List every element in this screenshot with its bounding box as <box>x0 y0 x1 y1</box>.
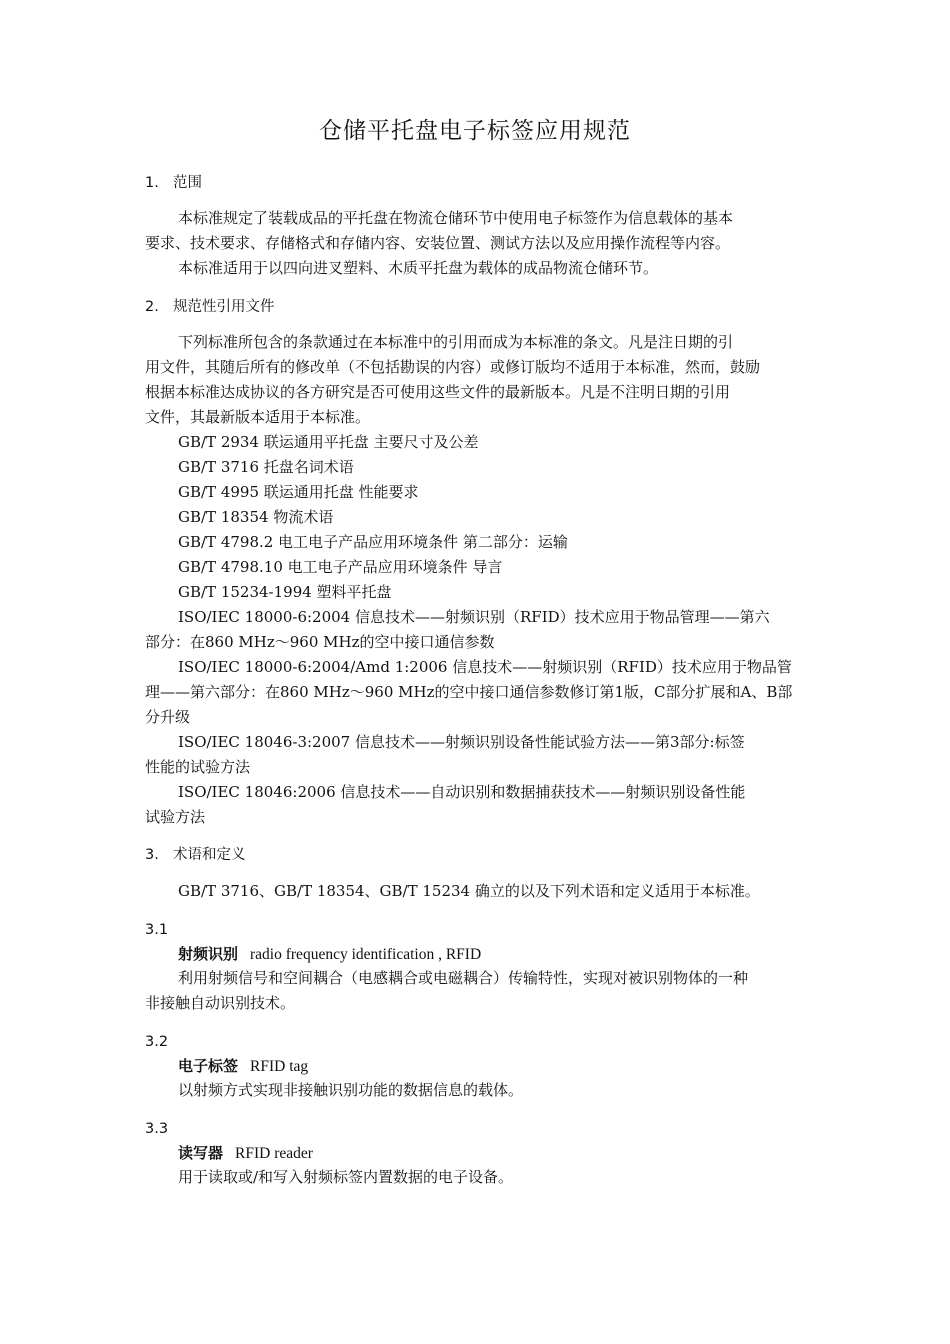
reference-item-cont: 分升级 <box>145 708 191 726</box>
paragraph-line: 要求、技术要求、存储格式和存储内容、安装位置、测试方法以及应用操作流程等内容。 <box>145 234 731 252</box>
reference-item-cont: 性能的试验方法 <box>145 758 251 776</box>
reference-item: ISO/IEC 18000-6:2004 信息技术——射频识别（RFID）技术应用于物品管理——第六 <box>178 608 770 626</box>
section-number: 3. <box>145 847 159 863</box>
reference-item: GB/T 2934 联运通用平托盘 主要尺寸及公差 <box>178 433 479 451</box>
term-definition: 以射频方式实现非接触识别功能的数据信息的载体。 <box>178 1081 524 1099</box>
document-title: 仓储平托盘电子标签应用规范 <box>319 118 631 144</box>
term-definition: 用于读取或/和写入射频标签内置数据的电子设备。 <box>178 1168 514 1186</box>
section-title: 规范性引用文件 <box>173 299 275 315</box>
paragraph-line: 用文件，其随后所有的修改单（不包括勘误的内容）或修订版均不适用于本标准，然而，鼓励 <box>145 358 761 376</box>
term-en: radio frequency identification , RFID <box>250 946 482 963</box>
term-heading <box>178 944 481 965</box>
term-cn: 读写器 <box>178 1144 224 1162</box>
section-number: 1. <box>145 175 159 191</box>
reference-item: GB/T 4995 联运通用托盘 性能要求 <box>178 483 419 501</box>
term-cn: 射频识别 <box>178 945 239 963</box>
section-3-heading <box>145 845 246 865</box>
paragraph-line: GB/T 3716、GB/T 18354、GB/T 15234 确立的以及下列术语和定义适用于本标准。 <box>178 882 760 900</box>
term-number: 3.2 <box>145 1034 169 1050</box>
term-en: RFID tag <box>250 1058 309 1075</box>
reference-item-cont: 试验方法 <box>145 808 206 826</box>
section-1-heading <box>145 173 202 193</box>
section-2-heading <box>145 297 275 317</box>
section-title: 术语和定义 <box>173 847 246 863</box>
reference-item: ISO/IEC 18046-3:2007 信息技术——射频识别设备性能试验方法——第3部分:标签 <box>178 733 745 751</box>
term-heading <box>178 1143 313 1164</box>
term-definition: 利用射频信号和空间耦合（电感耦合或电磁耦合）传输特性，实现对被识别物体的一种 <box>178 969 749 987</box>
term-heading <box>178 1056 308 1077</box>
reference-item: ISO/IEC 18000-6:2004/Amd 1:2006 信息技术——射频识别（RFID）技术应用于物品管 <box>178 658 792 676</box>
paragraph-line: 下列标准所包含的条款通过在本标准中的引用而成为本标准的条文。凡是注日期的引 <box>178 333 734 351</box>
term-en: RFID reader <box>235 1145 313 1162</box>
term-number: 3.1 <box>145 922 169 938</box>
paragraph-line: 本标准适用于以四向进叉塑料、木质平托盘为载体的成品物流仓储环节。 <box>178 259 659 277</box>
paragraph-line: 根据本标准达成协议的各方研究是否可使用这些文件的最新版本。凡是不注明日期的引用 <box>145 383 731 401</box>
reference-item: GB/T 18354 物流术语 <box>178 508 334 526</box>
term-definition: 非接触自动识别技术。 <box>145 994 296 1012</box>
reference-item: ISO/IEC 18046:2006 信息技术——自动识别和数据捕获技术——射频识别设备性能 <box>178 783 746 801</box>
section-number: 2. <box>145 299 159 315</box>
paragraph-line: 本标准规定了装载成品的平托盘在物流仓储环节中使用电子标签作为信息载体的基本 <box>178 209 734 227</box>
reference-item-cont: 理——第六部分：在860 MHz～960 MHz的空中接口通信参数修订第1版，C部分扩展和A、B部 <box>145 683 793 701</box>
reference-item: GB/T 4798.10 电工电子产品应用环境条件 导言 <box>178 558 503 576</box>
reference-item: GB/T 3716 托盘名词术语 <box>178 458 354 476</box>
reference-item: GB/T 15234-1994 塑料平托盘 <box>178 583 392 601</box>
reference-item-cont: 部分：在860 MHz～960 MHz的空中接口通信参数 <box>145 633 495 651</box>
term-number: 3.3 <box>145 1121 169 1137</box>
section-title: 范围 <box>173 175 202 191</box>
term-cn: 电子标签 <box>178 1057 239 1075</box>
reference-item: GB/T 4798.2 电工电子产品应用环境条件 第二部分：运输 <box>178 533 568 551</box>
paragraph-line: 文件，其最新版本适用于本标准。 <box>145 408 371 426</box>
